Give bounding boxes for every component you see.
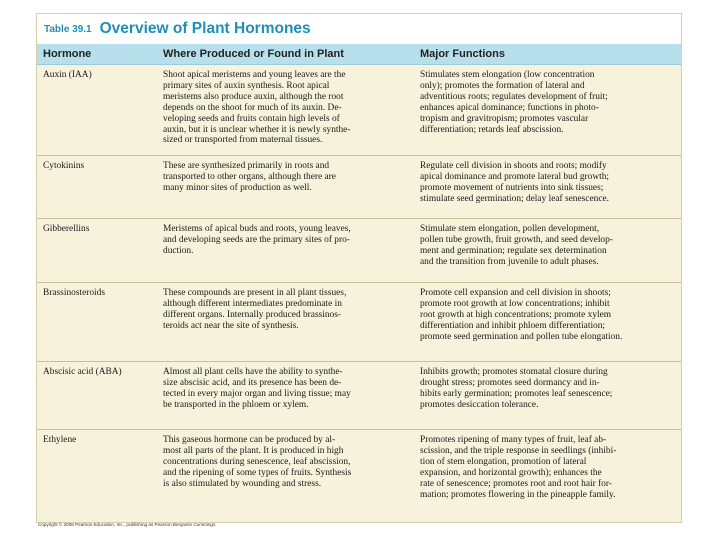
- hormone-name: Cytokinins: [43, 161, 85, 171]
- text-line: size abscisic acid, and its presence has been de-: [163, 377, 342, 388]
- text-line: rate of senescence; promotes root and root hair for-: [420, 478, 612, 489]
- text-line: Promote cell expansion and cell division in shoots;: [420, 288, 611, 298]
- hormone-name: Ethylene: [43, 435, 77, 445]
- table-body: [37, 65, 681, 522]
- text-line: scission, and the triple response in seedlings (inhibi-: [420, 445, 617, 456]
- text-line: tected in every major organ and living tissue; may: [163, 388, 351, 399]
- text-line: promotes desiccation tolerance.: [420, 399, 539, 410]
- header-hormone: Hormone: [43, 48, 92, 60]
- table-row: [37, 65, 681, 156]
- text-line: mation; promotes flowering in the pineapple family.: [420, 489, 616, 500]
- production-site: [163, 161, 413, 194]
- table-row: [37, 219, 681, 283]
- text-line: tion of stem elongation, promotion of lateral: [420, 456, 587, 467]
- table-title-bar: [37, 14, 681, 44]
- hormone-name: Abscisic acid (ABA): [43, 367, 122, 377]
- text-line: promote movement of nutrients into sink tissues;: [420, 182, 604, 193]
- hormone-name: Brassinosteroids: [43, 288, 105, 298]
- text-line: meristems also produce auxin, although the root: [163, 91, 344, 102]
- text-line: differentiation; retards leaf abscission.: [420, 124, 564, 135]
- table-row: [37, 156, 681, 219]
- text-line: ment and germination; regulate sex determination: [420, 245, 607, 256]
- text-line: concentrations during senescence, leaf abscission,: [163, 456, 351, 467]
- text-line: These compounds are present in all plant tissues,: [163, 288, 347, 298]
- text-line: be transported in the phloem or xylem.: [163, 399, 309, 410]
- text-line: teroids act near the site of synthesis.: [163, 320, 299, 331]
- text-line: hibits early germination; promotes leaf senescence;: [420, 388, 613, 399]
- text-line: and developing seeds are the primary sites of pro-: [163, 234, 350, 245]
- text-line: different organs. Internally produced brassinos-: [163, 309, 341, 320]
- text-line: tropism and gravitropism; promotes vascular: [420, 113, 589, 124]
- text-line: root growth at high concentrations; promote xylem: [420, 309, 612, 320]
- text-line: duction.: [163, 245, 194, 256]
- hormone-name: Gibberellins: [43, 224, 90, 234]
- major-functions: [420, 161, 678, 205]
- text-line: veloping seeds and fruits contain high levels of: [163, 113, 340, 124]
- text-line: many minor sites of production as well.: [163, 182, 312, 193]
- text-line: Inhibits growth; promotes stomatal closure during: [420, 367, 608, 377]
- text-line: promote root growth at low concentrations; inhibit: [420, 298, 610, 309]
- text-line: apical dominance and promote lateral bud growth;: [420, 171, 609, 182]
- copyright-footer: Copyright © 2008 Pearson Education, Inc., publishing as Pearson Benjamin Cummings.: [38, 522, 217, 527]
- major-functions: [420, 367, 678, 411]
- text-line: is also stimulated by wounding and stress.: [163, 478, 322, 489]
- text-line: and the transition from juvenile to adult phases.: [420, 256, 599, 267]
- table-header-row: [37, 44, 681, 65]
- text-line: stimulate seed germination; delay leaf senescence.: [420, 193, 609, 204]
- text-line: Regulate cell division in shoots and roots; modify: [420, 161, 607, 171]
- production-site: [163, 367, 413, 411]
- text-line: Meristems of apical buds and roots, young leaves,: [163, 224, 351, 234]
- major-functions: [420, 224, 678, 268]
- text-line: pollen tube growth, fruit growth, and seed develop-: [420, 234, 613, 245]
- table-row: [37, 430, 681, 522]
- hormone-name: Auxin (IAA): [43, 70, 92, 80]
- text-line: Promotes ripening of many types of fruit, leaf ab-: [420, 435, 607, 445]
- text-line: Stimulate stem elongation, pollen development,: [420, 224, 600, 234]
- production-site: [163, 288, 413, 332]
- text-line: primary sites of auxin synthesis. Root apical: [163, 80, 330, 91]
- text-line: These are synthesized primarily in roots and: [163, 161, 330, 171]
- text-line: promote seed germination and pollen tube elongation.: [420, 331, 623, 342]
- text-line: although different intermediates predominate in: [163, 298, 342, 309]
- text-line: and the ripening of some types of fruits. Synthesis: [163, 467, 352, 478]
- text-line: enhances apical dominance; functions in photo-: [420, 102, 599, 113]
- text-line: adventitious roots; regulates development of fruit;: [420, 91, 608, 102]
- text-line: auxin, but it is unclear whether it is newly synthe-: [163, 124, 351, 135]
- table-number: Table 39.1: [44, 23, 92, 35]
- hormone-table: [36, 13, 682, 523]
- text-line: depends on the shoot for much of its auxin. De-: [163, 102, 342, 113]
- table-row: [37, 362, 681, 430]
- major-functions: [420, 435, 678, 500]
- major-functions: [420, 70, 678, 135]
- text-line: This gaseous hormone can be produced by al-: [163, 435, 336, 445]
- table-title: Overview of Plant Hormones: [99, 20, 311, 37]
- header-where-produced: Where Produced or Found in Plant: [163, 48, 344, 60]
- text-line: most all parts of the plant. It is produced in high: [163, 445, 344, 456]
- text-line: Almost all plant cells have the ability to synthe-: [163, 367, 343, 377]
- production-site: [163, 224, 413, 257]
- text-line: sized or transported from maternal tissues.: [163, 135, 323, 146]
- text-line: differentiation and inhibit phloem differentiation;: [420, 320, 606, 331]
- header-major-functions: Major Functions: [420, 48, 505, 60]
- text-line: Shoot apical meristems and young leaves are the: [163, 70, 346, 80]
- text-line: only); promotes the formation of lateral and: [420, 80, 585, 91]
- major-functions: [420, 288, 678, 343]
- text-line: expansion, and horizontal growth); enhances the: [420, 467, 602, 478]
- text-line: Stimulates stem elongation (low concentration: [420, 70, 595, 80]
- production-site: [163, 435, 413, 490]
- table-row: [37, 283, 681, 362]
- production-site: [163, 70, 413, 146]
- text-line: transported to other organs, although there are: [163, 171, 336, 182]
- text-line: drought stress; promotes seed dormancy and in-: [420, 377, 600, 388]
